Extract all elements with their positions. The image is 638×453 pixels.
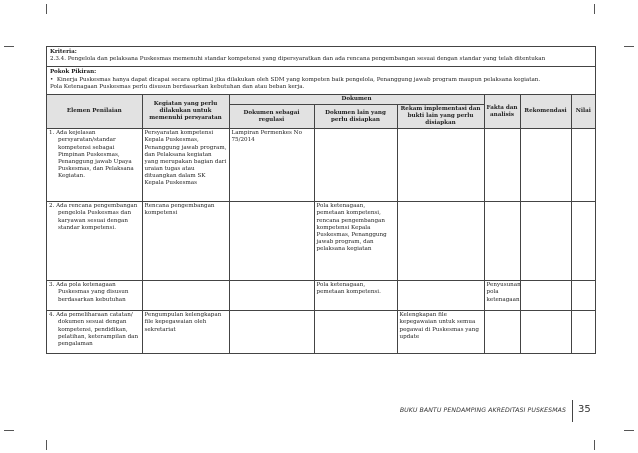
cell-dok-lain: Pola ketenagaan, pemetaan kompetensi. [314, 281, 397, 311]
cell-kegiatan [142, 281, 229, 311]
cell-dok-lain [314, 311, 397, 353]
header-dok-regulasi: Dokumen sebagai regulasi [229, 105, 314, 129]
cell-nilai [571, 129, 595, 202]
cell-rekam [397, 202, 484, 281]
header-dok-lain: Dokumen lain yang perlu disiapkan [314, 105, 397, 129]
kriteria-box [47, 47, 595, 67]
table-row [47, 311, 595, 353]
cell-rekam: Kelengkapan file kepegawaian untuk semua pegawai di Puskesmas yang update [397, 311, 484, 353]
cell-dok-regulasi: Lampiran Permenkes No 75/2014 [229, 129, 314, 202]
kriteria-text: 2.3.4. Pengelola dan pelaksana Puskesmas memenuhi standar kompetensi yang dipersyaratkan dan ada rencana pengembangan sesuai dengan standar yang telah ditentukan [50, 56, 546, 63]
cell-fakta: Penyusunan pola ketenagaan [484, 281, 520, 311]
header-elemen: Elemen Penilaian [47, 95, 142, 129]
cell-nilai [571, 311, 595, 353]
cell-dok-lain [314, 129, 397, 202]
table-row [47, 202, 595, 281]
header-rekam: Rekam implementasi dan bukti lain yang perlu disiapkan [397, 105, 484, 129]
cell-kegiatan: Persyaratan kompetensi Kepala Puskesmas, Penanggung jawab program, dan Pelaksana kegiatan yang merupakan bagian dari uraian tugas atau dituangkan dalam SK Kepala Puskesmas [142, 129, 229, 202]
page-number: 35 [578, 404, 591, 415]
cell-kegiatan: Pengumpulan kelengkapan file kepegawaian oleh sekretariat [142, 311, 229, 353]
cell-nilai [571, 281, 595, 311]
cell-rekomendasi [520, 281, 571, 311]
cell-dok-lain: Pola ketenagaan, pemetaan kompetensi, rencana pengembangan kompetensi Kepala Puskesmas, Penanggung jawab program, dan pelaksana kegiatan [314, 202, 397, 281]
crop-mark [4, 46, 14, 47]
assessment-table [47, 95, 595, 353]
header-rekomendasi: Rekomendasi [520, 95, 571, 129]
kriteria-label: Kriteria: [50, 49, 77, 55]
cell-fakta [484, 311, 520, 353]
cell-dok-regulasi [229, 311, 314, 353]
crop-mark [624, 46, 634, 47]
header-fakta: Fakta dan analisis [484, 95, 520, 129]
footer-book-title: BUKU BANTU PENDAMPING AKREDITASI PUSKESMAS [399, 407, 566, 414]
cell-kegiatan: Rencana pengembangan kompetensi [142, 202, 229, 281]
cell-rekomendasi [520, 311, 571, 353]
pokok-pikiran-text: Kinerja Puskesmas hanya dapat dicapai secara optimal jika dilakukan oleh SDM yang kompeten baik pengelola, Penanggung jawab program maupun pelaksana kegiatan. [56, 76, 541, 83]
cell-fakta [484, 129, 520, 202]
assessment-sheet [46, 46, 596, 354]
cell-rekomendasi [520, 129, 571, 202]
footer-divider [572, 400, 573, 422]
header-nilai: Nilai [571, 95, 595, 129]
table-row [47, 129, 595, 202]
cell-elemen: 3. Ada pola ketenagaan Puskesmas yang disusun berdasarkan kebutuhan [47, 281, 142, 311]
cell-rekam [397, 129, 484, 202]
crop-mark [46, 440, 47, 450]
header-dokumen: Dokumen [229, 95, 484, 105]
pokok-pikiran-line-2: Pola Ketenagaan Puskesmas perlu disusun berdasarkan kebutuhan dan atau beban kerja. [50, 83, 305, 90]
bullet-icon: • [50, 76, 54, 83]
table-row [47, 281, 595, 311]
pokok-pikiran-box [47, 67, 595, 95]
cell-nilai [571, 202, 595, 281]
crop-mark [594, 4, 595, 14]
cell-fakta [484, 202, 520, 281]
pokok-pikiran-line [50, 77, 592, 84]
crop-mark [624, 430, 634, 431]
cell-dok-regulasi [229, 202, 314, 281]
cell-rekam [397, 281, 484, 311]
cell-dok-regulasi [229, 281, 314, 311]
cell-rekomendasi [520, 202, 571, 281]
header-kegiatan: Kegiatan yang perlu dilakukan untuk memenuhi persyaratan [142, 95, 229, 129]
cell-elemen: 1. Ada kejelasan persyaratan/standar kompetensi sebagai Pimpinan Puskesmas, Penanggung jawab Upaya Puskesmas, dan Pelaksana Kegiatan. [47, 129, 142, 202]
cell-elemen: 2. Ada rencana pengembangan pengelola Puskesmas dan karyawan sesuai dengan standar kompetensi. [47, 202, 142, 281]
crop-mark [46, 4, 47, 14]
cell-elemen: 4. Ada pemeliharaan catatan/ dokumen sesuai dengan kompetensi, pendidikan, pelatihan, keterampilan dan pengalaman [47, 311, 142, 353]
crop-mark [4, 430, 14, 431]
crop-mark [594, 440, 595, 450]
pokok-pikiran-label: Pokok Pikiran: [50, 69, 97, 76]
